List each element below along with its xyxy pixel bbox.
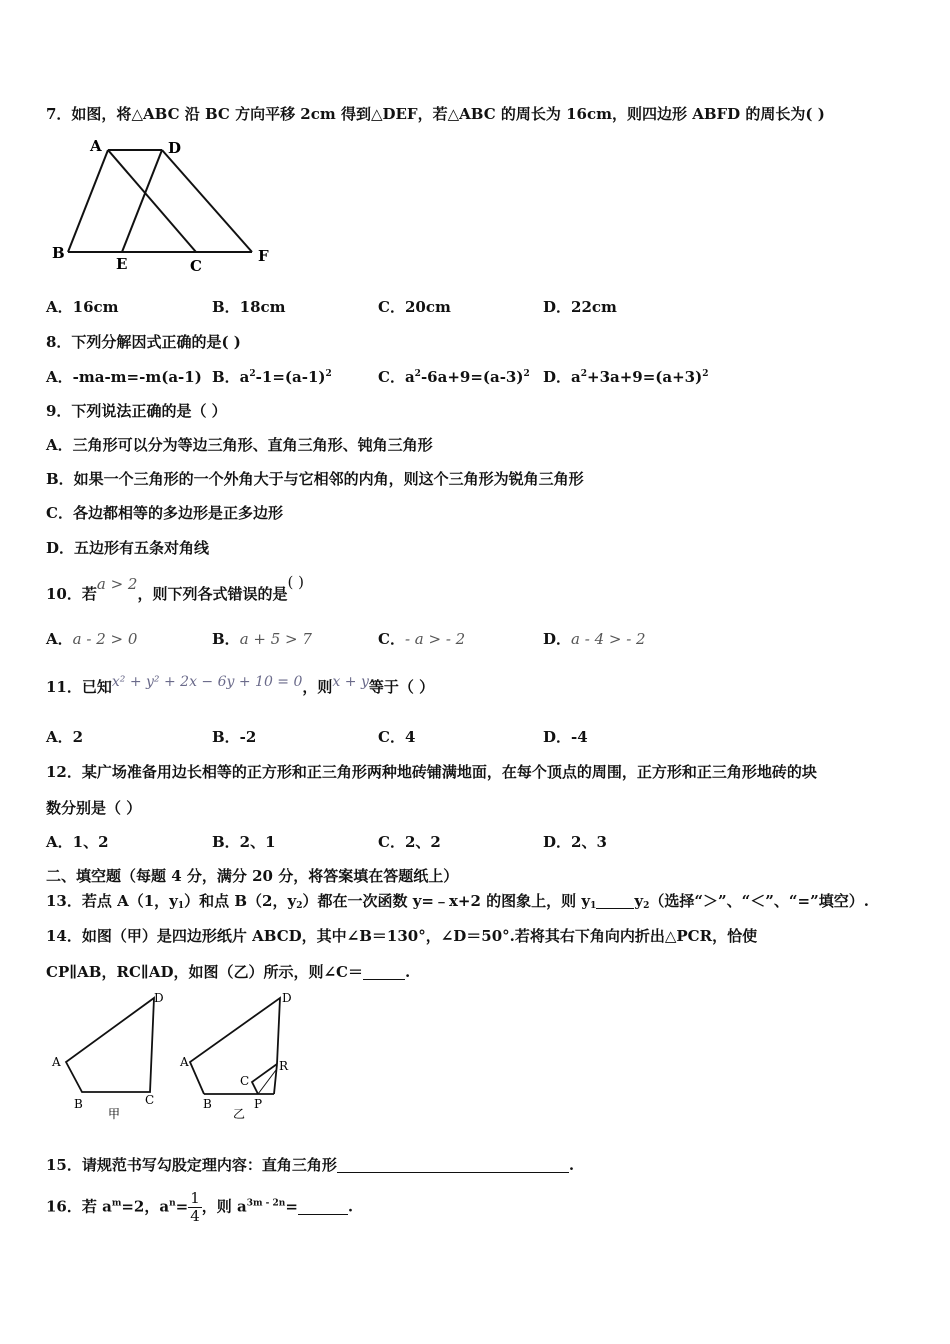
q16-answer-blank[interactable] bbox=[298, 1200, 348, 1215]
q7-option-d: D．22cm bbox=[543, 298, 617, 316]
q10-option-a: A．a - 2 > 0 bbox=[46, 630, 138, 648]
q14-line1: 14．如图（甲）是四边形纸片 ABCD，其中∠B＝130°，∠D＝50°.若将其右下角向内折出△PCR，恰使 bbox=[46, 927, 758, 945]
q12-line2: 数分别是（ ） bbox=[46, 799, 142, 817]
fig1-label-b: B bbox=[74, 1097, 83, 1111]
q10-option-c: C．- a > - 2 bbox=[378, 630, 466, 648]
label-a: A bbox=[90, 137, 102, 155]
q11-option-c: C．4 bbox=[378, 728, 416, 746]
q9-option-d: D．五边形有五条对角线 bbox=[46, 539, 210, 557]
q9-option-b: B．如果一个三角形的一个外角大于与它相邻的内角，则这个三角形为锐角三角形 bbox=[46, 470, 584, 488]
fig2-label-p: P bbox=[254, 1097, 263, 1111]
q8-option-b: B．$a^2-1=(a-1)^2$ bbox=[212, 368, 332, 386]
label-e: E bbox=[116, 255, 128, 273]
q11-option-d: D．-4 bbox=[543, 728, 588, 746]
label-f: F bbox=[258, 247, 269, 265]
q10-option-b: B．a + 5 > 7 bbox=[212, 630, 312, 648]
q12-option-c: C．2、2 bbox=[378, 833, 441, 851]
q14-figure-yi bbox=[178, 988, 308, 1123]
q14-figure-jia bbox=[46, 988, 176, 1123]
fig2-caption: 乙 bbox=[233, 1107, 246, 1121]
segment-df bbox=[162, 150, 252, 252]
q7-figure bbox=[46, 133, 286, 273]
label-b: B bbox=[52, 244, 65, 262]
section-heading: 二、填空题（每题 4 分，满分 20 分，将答案填在答题纸上） bbox=[46, 867, 459, 885]
q7-option-c: C．20cm bbox=[378, 298, 451, 316]
fig1-label-d: D bbox=[154, 991, 164, 1005]
q8-option-c: C．$a^2-6a+9=(a-3)^2$ bbox=[378, 368, 530, 386]
fig1-label-a: A bbox=[52, 1055, 61, 1069]
q11-option-a: A．2 bbox=[46, 728, 84, 746]
q7-option-a: A．16cm bbox=[46, 298, 119, 316]
q10-text: 10．若a > 2，则下列各式错误的是( ) bbox=[46, 573, 304, 603]
fig2-label-b: B bbox=[203, 1097, 212, 1111]
q8-option-a: A．-ma-m=-m(a-1) bbox=[46, 368, 202, 386]
q8-option-d: D．$a^2+3a+9=(a+3)^2$ bbox=[543, 368, 709, 386]
label-d: D bbox=[168, 139, 182, 157]
q14-line2: CP∥AB，RC∥AD，如图（乙）所示，则∠C＝ . bbox=[46, 963, 411, 981]
fig2-label-d: D bbox=[282, 991, 292, 1005]
q8-text: 8．下列分解因式正确的是( ) bbox=[46, 333, 241, 351]
q12-option-b: B．2、1 bbox=[212, 833, 276, 851]
fraction-one-quarter: $\frac{1}{4}$ bbox=[190, 1189, 200, 1225]
q9-text: 9．下列说法正确的是（ ） bbox=[46, 402, 227, 420]
q12-option-a: A．1、2 bbox=[46, 833, 109, 851]
q15-text: 15．请规范书写勾股定理内容：直角三角形 . bbox=[46, 1156, 575, 1174]
fig2-label-c: C bbox=[240, 1074, 250, 1088]
q9-option-a: A．三角形可以分为等边三角形、直角三角形、钝角三角形 bbox=[46, 436, 433, 454]
q11-option-b: B．-2 bbox=[212, 728, 257, 746]
fig2-label-a: A bbox=[180, 1055, 189, 1069]
q12-option-d: D．2、3 bbox=[543, 833, 607, 851]
q10-option-d: D．a - 4 > - 2 bbox=[543, 630, 646, 648]
q9-option-c: C．各边都相等的多边形是正多边形 bbox=[46, 504, 283, 522]
q14-answer-blank[interactable] bbox=[363, 965, 405, 980]
q15-answer-blank[interactable] bbox=[337, 1158, 569, 1173]
label-c: C bbox=[190, 257, 202, 273]
q11-text: 11．已知x² + y² + 2x − 6y + 10 = 0，则x + y等于（ ） bbox=[46, 674, 435, 696]
segment-ac bbox=[108, 150, 196, 252]
fig2-label-r: R bbox=[279, 1059, 289, 1073]
segment-de bbox=[122, 150, 162, 252]
q13-text: 13．若点 A（1，$y_1$）和点 B（2，$y_2$）都在一次函数 y=﹣x+2 的图象上，则 $y_1$ $y_2$（选择“＞”、“＜”、“=”填空）. bbox=[46, 892, 869, 911]
q16-text: 16．若 $a^m=2$，$a^n=$ $\frac{1}{4}$ ，则 $a^{3m - 2n}=$ . bbox=[46, 1189, 354, 1225]
q7-option-b: B．18cm bbox=[212, 298, 286, 316]
fig1-label-c: C bbox=[145, 1093, 155, 1107]
q12-line1: 12．某广场准备用边长相等的正方形和正三角形两种地砖铺满地面，在每个顶点的周围，正方形和正三角形地砖的块 bbox=[46, 763, 817, 781]
fig1-caption: 甲 bbox=[108, 1107, 121, 1121]
segment-ab bbox=[68, 150, 108, 252]
q13-answer-blank[interactable] bbox=[596, 894, 634, 909]
q7-text: 7．如图，将△ABC 沿 BC 方向平移 2cm 得到△DEF，若△ABC 的周长为 16cm，则四边形 ABFD 的周长为( ) bbox=[46, 105, 825, 123]
